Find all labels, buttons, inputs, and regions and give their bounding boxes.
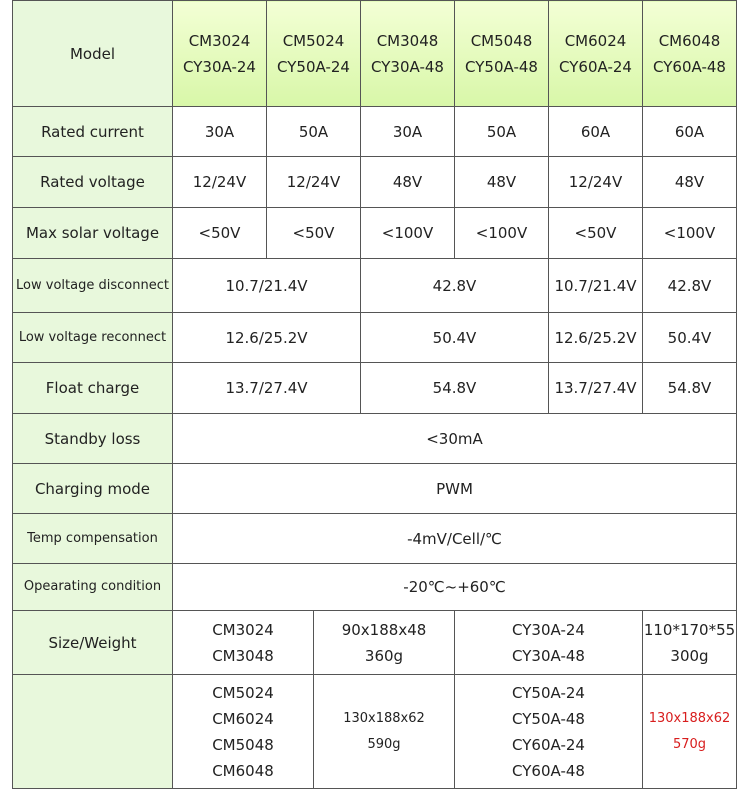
lv-disconnect-cell: 42.8V — [643, 259, 737, 313]
standby-loss-row — [13, 414, 737, 464]
spec-table — [12, 0, 737, 789]
rated-current-row — [13, 107, 737, 157]
model-cm5024: CM5024 CY50A-24 — [267, 1, 361, 107]
max-solar-cell: <50V — [173, 208, 267, 259]
rated-voltage-label: Rated voltage — [13, 157, 173, 208]
rated-voltage-cell: 48V — [643, 157, 737, 208]
max-solar-cell: <100V — [643, 208, 737, 259]
float-charge-row — [13, 363, 737, 414]
operating-label: Opearating condition — [13, 564, 173, 611]
model-cm6024: CM6024 CY60A-24 — [549, 1, 643, 107]
model-cm3048: CM3048 CY30A-48 — [361, 1, 455, 107]
size-weight-models: CY50A-24 CY50A-48 CY60A-24 CY60A-48 — [455, 675, 643, 789]
lv-disconnect-cell: 10.7/21.4V — [173, 259, 361, 313]
model-row — [13, 1, 737, 107]
rated-voltage-row — [13, 157, 737, 208]
standby-loss-label: Standby loss — [13, 414, 173, 464]
lv-disconnect-cell: 42.8V — [361, 259, 549, 313]
size-weight-spec-highlight: 130x188x62 570g — [643, 675, 737, 789]
model-cm6048: CM6048 CY60A-48 — [643, 1, 737, 107]
max-solar-cell: <100V — [361, 208, 455, 259]
model-label: Model — [13, 1, 173, 107]
lv-reconnect-cell: 12.6/25.2V — [173, 313, 361, 363]
rated-voltage-cell: 12/24V — [549, 157, 643, 208]
size-weight-models: CM5024 CM6024 CM5048 CM6048 — [173, 675, 314, 789]
temp-comp-value: -4mV/Cell/℃ — [173, 514, 737, 564]
size-weight-models: CM3024 CM3048 — [173, 611, 314, 675]
rated-current-cell: 30A — [361, 107, 455, 157]
charging-mode-row — [13, 464, 737, 514]
float-charge-cell: 54.8V — [361, 363, 549, 414]
max-solar-label: Max solar voltage — [13, 208, 173, 259]
temp-comp-label: Temp compensation — [13, 514, 173, 564]
lv-reconnect-row — [13, 313, 737, 363]
temp-comp-row — [13, 514, 737, 564]
rated-current-label: Rated current — [13, 107, 173, 157]
operating-value: -20℃~+60℃ — [173, 564, 737, 611]
size-weight-spec: 130x188x62 590g — [314, 675, 455, 789]
float-charge-cell: 54.8V — [643, 363, 737, 414]
charging-mode-label: Charging mode — [13, 464, 173, 514]
size-weight-label-continued — [13, 675, 173, 789]
size-weight-models: CY30A-24 CY30A-48 — [455, 611, 643, 675]
size-weight-row-1 — [13, 611, 737, 675]
max-solar-cell: <50V — [549, 208, 643, 259]
max-solar-cell: <100V — [455, 208, 549, 259]
float-charge-cell: 13.7/27.4V — [549, 363, 643, 414]
lv-disconnect-row — [13, 259, 737, 313]
max-solar-row — [13, 208, 737, 259]
rated-voltage-cell: 48V — [455, 157, 549, 208]
size-weight-spec: 110*170*55 300g — [643, 611, 737, 675]
rated-current-cell: 60A — [643, 107, 737, 157]
rated-voltage-cell: 12/24V — [267, 157, 361, 208]
rated-current-cell: 30A — [173, 107, 267, 157]
lv-reconnect-cell: 12.6/25.2V — [549, 313, 643, 363]
max-solar-cell: <50V — [267, 208, 361, 259]
size-weight-spec: 90x188x48 360g — [314, 611, 455, 675]
rated-current-cell: 50A — [455, 107, 549, 157]
lv-reconnect-cell: 50.4V — [643, 313, 737, 363]
operating-row — [13, 564, 737, 611]
charging-mode-value: PWM — [173, 464, 737, 514]
lv-reconnect-cell: 50.4V — [361, 313, 549, 363]
size-weight-label: Size/Weight — [13, 611, 173, 675]
rated-current-cell: 60A — [549, 107, 643, 157]
model-cm5048: CM5048 CY50A-48 — [455, 1, 549, 107]
standby-loss-value: <30mA — [173, 414, 737, 464]
size-weight-row-2 — [13, 675, 737, 789]
rated-voltage-cell: 48V — [361, 157, 455, 208]
model-cm3024: CM3024 CY30A-24 — [173, 1, 267, 107]
lv-reconnect-label: Low voltage reconnect — [13, 313, 173, 363]
float-charge-label: Float charge — [13, 363, 173, 414]
rated-voltage-cell: 12/24V — [173, 157, 267, 208]
rated-current-cell: 50A — [267, 107, 361, 157]
lv-disconnect-cell: 10.7/21.4V — [549, 259, 643, 313]
lv-disconnect-label: Low voltage disconnect — [13, 259, 173, 313]
float-charge-cell: 13.7/27.4V — [173, 363, 361, 414]
